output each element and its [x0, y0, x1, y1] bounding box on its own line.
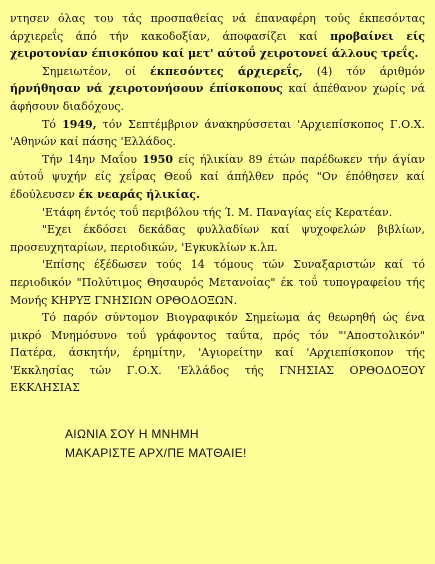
paragraph-2 — [10, 63, 425, 116]
paragraph-3 — [10, 116, 425, 151]
paragraph-4 — [10, 151, 425, 204]
text-run: Τήν 14ην Μαΐου — [42, 152, 143, 166]
bold-run: 1950 — [142, 152, 173, 166]
text-run: "Εχει έκδόσει δεκάδας φυλλαδίων καί ψυχοφελών βιβλίων, προσευχηταρίων, περιοδικών, 'Εγκυκλίων κ.λπ. — [10, 223, 425, 254]
bold-run: ήρνήθησαν νά χειροτονήσουν έπίσκοπους — [10, 82, 283, 96]
bold-run: 1949, — [62, 117, 97, 131]
text-run: 'Ετάφη έντός τοΰ περιβόλου τής Ί. Μ. Παναγίας είς Κερατέαν. — [42, 205, 393, 219]
text-run: Σημειωτέον, οί — [42, 64, 151, 78]
text-run: τόν Σεπτέμβριον άνακηρύσσεται 'Αρχιεπίσκοπος Γ.Ο.Χ. 'Αθηνών καί πάσης 'Ελλάδος. — [10, 117, 425, 149]
text-run: ντησεν όλας του τάς προσπαθείας νά έπαναφέρη τούς έκπεσόντας άρχιερεΐς άπό τήν κακοδοξίαν, άποφασίζει καί — [10, 12, 425, 43]
text-run: είς ήλικίαν 89 έτών παρέδωκεν τήν άγίαν αύτοΰ ψυχήν είς χεΐρας Θεοΰ καί άπήλθεν πρός "Ον έπόθησεν καί έδούλευσεν — [10, 152, 425, 201]
closing-block — [10, 425, 425, 463]
closing-line-1: ΑΙΩΝΙΑ ΣΟΥ Η ΜΝΗΜΗ — [65, 427, 199, 442]
paragraph-1 — [10, 10, 425, 63]
closing-line-2: ΜΑΚΑΡΙΣΤΕ ΑΡΧ/ΠΕ ΜΑΤΘΑΙΕ! — [65, 446, 247, 461]
bold-run: έκ νεαράς ήλικίας. — [78, 187, 200, 201]
text-run: (4) τόν άριθμόν — [302, 64, 425, 78]
text-run: καί άπέθανον χωρίς νά άφήσουν διαδόχους. — [10, 82, 425, 113]
text-run: Τό παρόν σύντομον Βιογραφικόν Σημείωμα άς θεωρηθή ώς ένα μικρό Μνημόσυνο τοΰ γράφοντος ταΰτα, πρός τόν "'Αποστολικόν" Πατέρα, άσκητήν, έρημίτην, 'Αγιορείτην καί 'Αρχιεπίσκοπον τής 'Εκκλησίας τών Γ.Ο.Χ. 'Ελλάδος τής ΓΝΗΣΙΑΣ ΟΡΘΟΔΟΞΟΥ ΕΚΚΛΗΣΙΑΣ — [10, 311, 425, 395]
paragraph-7 — [10, 256, 425, 309]
paragraph-8 — [10, 309, 425, 397]
paragraph-6 — [10, 221, 425, 256]
bold-run: προβαίνει είς χειροτονίαν έπισκόπου καί μετ' αύτοΰ χειροτονεί άλλους τρεΐς. — [10, 29, 426, 61]
bold-run: έκπεσόντες άρχιερεΐς, — [150, 64, 303, 78]
text-run: 'Επίσης έξέδωσεν τούς 14 τόμους τών Συναξαριστών καί τό περιοδικόν "Πολύτιμος Θησαυρός Μετανοίας" έκ τοΰ τυπογραφείου τής Μονής ΚΗΡΥΞ ΓΝΗΣΙΩΝ ΟΡΘΟΔΟΞΩΝ. — [10, 258, 425, 307]
body-text — [10, 10, 425, 397]
paragraph-5 — [10, 204, 425, 222]
text-run: Τό — [42, 117, 63, 131]
